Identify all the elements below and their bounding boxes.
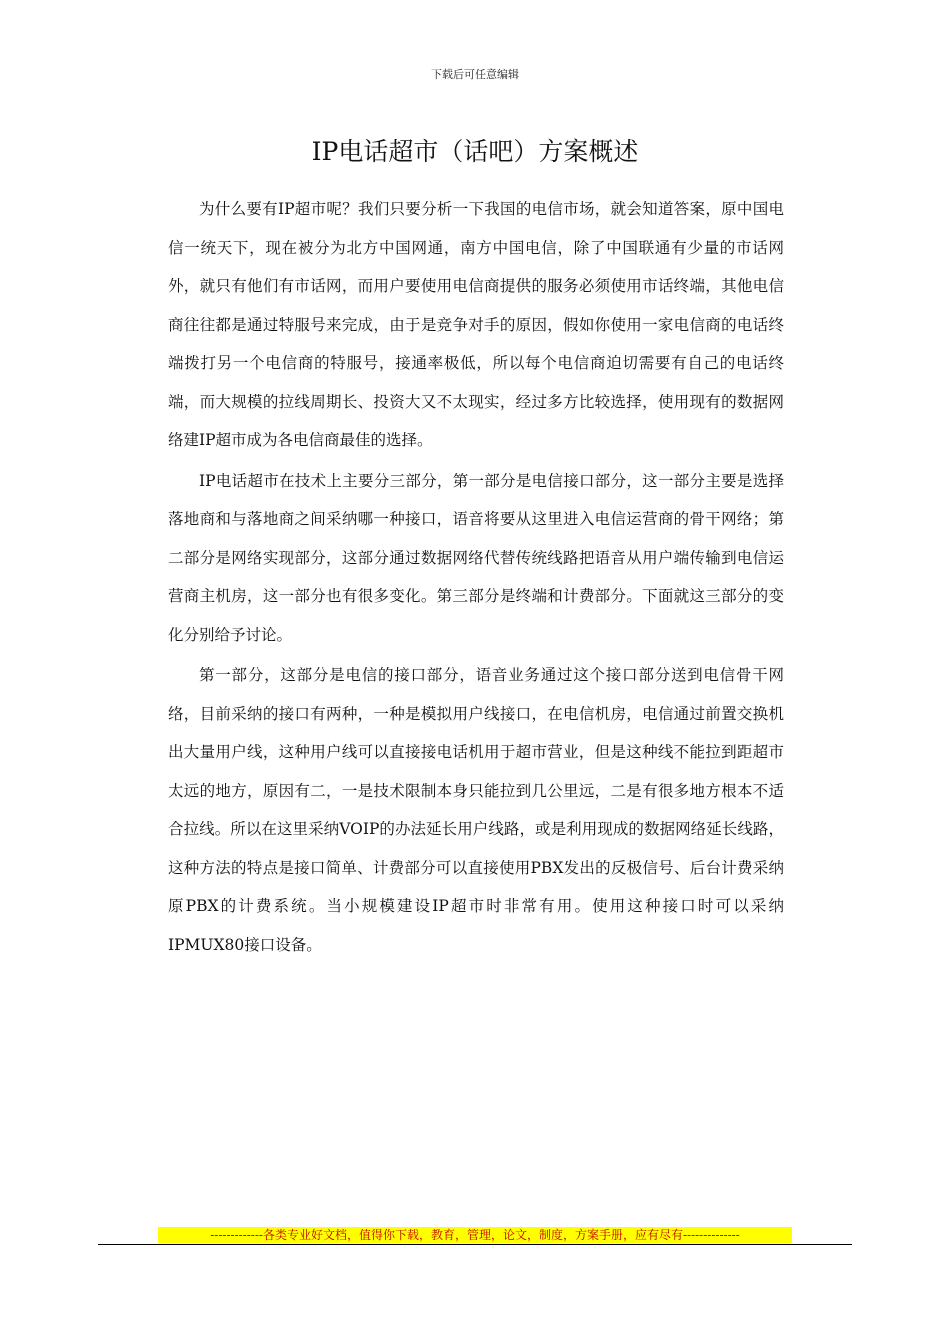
paragraph-part-one: 第一部分，这部分是电信的接口部分，语音业务通过这个接口部分送到电信骨干网络，目前采纳的接口有两种，一种是模拟用户线接口，在电信机房，电信通过前置交换机出大量用户线，这种用户线可以直接接电话机用于超市营业，但是这种线不能拉到距超市太远的地方，原因有二，一是技术限制本身只能拉到几公里远，二是有很多地方根本不适合拉线。所以在这里采纳VOIP的办法延长用户线路，或是利用现成的数据网络延长线路，这种方法的特点是接口简单、计费部分可以直接使用PBX发出的反极信号、后台计费采纳原PBX的计费系统。当小规模建设IP超市时非常有用。使用这种接口时可以采纳IPMUX80接口设备。 — [168, 666, 784, 954]
paragraph-intro: 为什么要有IP超市呢？我们只要分析一下我国的电信市场，就会知道答案，原中国电信一统天下，现在被分为北方中国网通，南方中国电信，除了中国联通有少量的市话网外，就只有他们有市话网，而用户要使用电信商提供的服务必须使用市话终端，其他电信商往往都是通过特服号来完成，由于是竞争对手的原因，假如你使用一家电信商的电话终端拨打另一个电信商的特服号，接通率极低，所以每个电信商迫切需要有自己的电话终端，而大规模的拉线周期长、投资大又不太现实，经过多方比较选择，使用现有的数据网络建IP超市成为各电信商最佳的选择。 — [168, 200, 784, 449]
document-body — [168, 190, 784, 964]
paragraph-overview: IP电话超市在技术上主要分三部分，第一部分是电信接口部分，这一部分主要是选择落地商和与落地商之间采纳哪一种接口，语音将要从这里进入电信运营商的骨干网络；第二部分是网络实现部分，这部分通过数据网络代替传统线路把语音从用户端传输到电信运营商主机房，这一部分也有很多变化。第三部分是终端和计费部分。下面就这三部分的变化分别给予讨论。 — [168, 471, 784, 644]
document-title: IP电话超市（话吧）方案概述 — [311, 137, 639, 166]
header-note: 下载后可任意编辑 — [431, 68, 519, 81]
footer-divider — [98, 1244, 852, 1245]
footer-banner: -------------各类专业好文档，值得你下载，教育，管理，论文，制度，方案手册，应有尽有-------------- — [158, 1227, 792, 1243]
